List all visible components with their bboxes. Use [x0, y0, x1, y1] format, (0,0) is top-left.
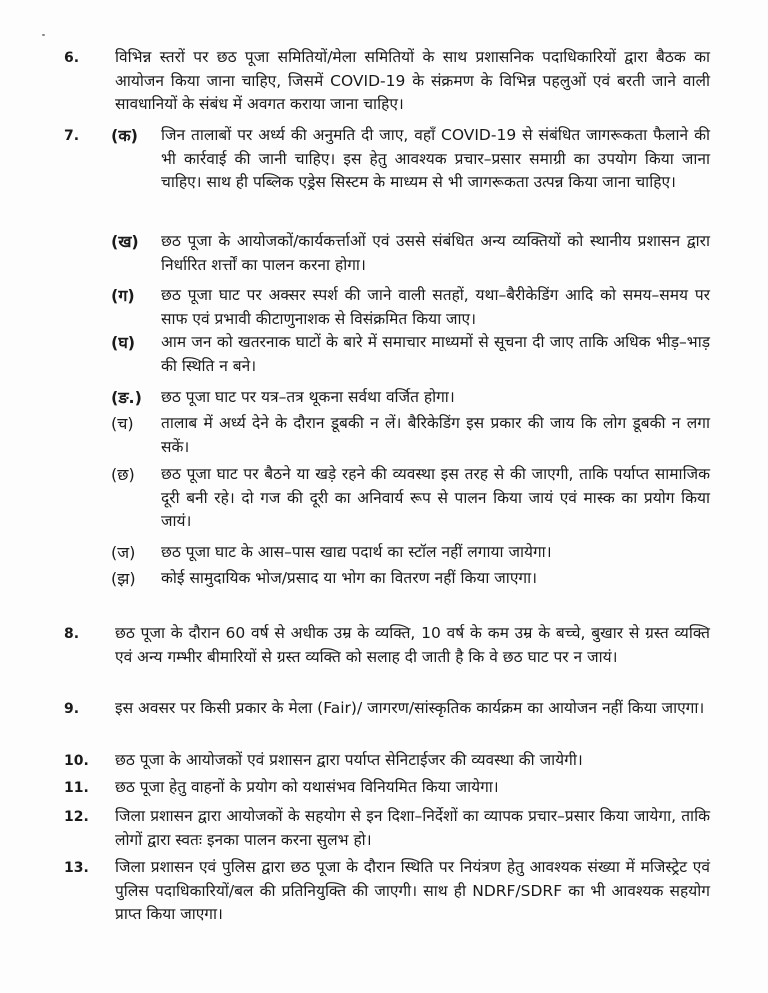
item-text: छठ पूजा के आयोजकों एवं प्रशासन द्वारा पर्याप्त सेनिटाईजर की व्यवस्था की जायेगी। — [115, 751, 583, 769]
sub-item-text: तालाब में अर्ध्य देने के दौरान डूबकी न लें। बैरिकेडिंग इस प्रकार की जाय कि लोग डूबकी न लगा सकें। — [161, 414, 710, 456]
item-number: 12. — [64, 809, 89, 825]
item-text: छठ पूजा हेतु वाहनों के प्रयोग को यथासंभव विनियमित किया जायेगा। — [115, 778, 499, 796]
item-number: 8. — [64, 626, 80, 642]
item-number: 13. — [64, 860, 89, 876]
sub-item-label: (ङ.) — [111, 388, 142, 407]
scan-speck — [42, 34, 45, 36]
item-text: छठ पूजा के दौरान 60 वर्ष से अधीक उम्र के व्यक्ति, 10 वर्ष के कम उम्र के बच्चे, बुखार से ग्रस्त व्यक्ति एवं अन्य गम्भीर बीमारियों से ग्रस्त व्यक्ति को सलाह दी जाती है कि वे छठ घाट पर न जायं। — [115, 624, 710, 666]
item-text: इस अवसर पर किसी प्रकार के मेला (Fair)/ जागरण/सांस्कृतिक कार्यक्रम का आयोजन नहीं किया जाएगा। — [115, 699, 705, 717]
sub-item-label: (क) — [111, 126, 138, 145]
item-number: 7. — [64, 128, 80, 144]
sub-item-text: आम जन को खतरनाक घाटों के बारे में समाचार माध्यमों से सूचना दी जाए ताकि अधिक भीड़–भाड़ की स्थिति न बने। — [161, 333, 710, 375]
item-number: 9. — [64, 701, 80, 717]
item-text: विभिन्न स्तरों पर छठ पूजा समितियों/मेला समितियों के साथ प्रशासनिक पदाधिकारियों द्वारा बैठक का आयोजन किया जाना चाहिए, जिसमें COVID-19 के संक्रमण के विभिन्न पहलुओं एवं बरती जाने वाली सावधानियों के संबंध में अवगत कराया जाना चाहिए। — [115, 48, 710, 113]
sub-item-label: (घ) — [111, 333, 136, 352]
sub-item-text: छठ पूजा घाट पर अक्सर स्पर्श की जाने वाली सतहों, यथा–बैरीकेडिंग आदि को समय–समय पर साफ एवं प्रभावी कीटाणुनाशक से विसंक्रमित किया जाए। — [161, 286, 710, 328]
sub-item-text: कोई सामुदायिक भोज/प्रसाद या भोग का वितरण नहीं किया जाएगा। — [161, 569, 538, 587]
item-number: 6. — [64, 50, 80, 66]
sub-item-text: जिन तालाबों पर अर्ध्य की अनुमति दी जाए, वहाँ COVID-19 से संबंधित जागरूकता फैलाने की भी कार्रवाई की जानी चाहिए। इस हेतु आवश्यक प्रचार–प्रसार समाग्री का उपयोग किया जाना चाहिए। साथ ही पब्लिक एड्रेस सिस्टम के माध्यम से भी जागरूकता उत्पन्न किया जाना चाहिए। — [161, 126, 710, 191]
sub-item-text: छठ पूजा के आयोजकों/कार्यकर्त्ताओं एवं उससे संबंधित अन्य व्यक्तियों को स्थानीय प्रशासन द्वारा निर्धारित शर्त्तों का पालन करना होगा। — [161, 232, 710, 274]
sub-item-label: (ख) — [111, 232, 139, 251]
sub-item-label: (ज) — [111, 543, 136, 562]
sub-item-label: (झ) — [111, 569, 136, 588]
sub-item-text: छठ पूजा घाट के आस–पास खाद्य पदार्थ का स्टॉल नहीं लगाया जायेगा। — [161, 543, 552, 561]
sub-item-label: (च) — [111, 414, 134, 433]
item-number: 11. — [64, 780, 89, 796]
sub-item-label: (छ) — [111, 465, 135, 484]
sub-item-label: (ग) — [111, 286, 135, 305]
item-text: जिला प्रशासन एवं पुलिस द्वारा छठ पूजा के दौरान स्थिति पर नियंत्रण हेतु आवश्यक संख्या में मजिस्ट्रेट एवं पुलिस पदाधिकारियों/बल की प्रतिनियुक्ति की जाएगी। साथ ही NDRF/SDRF का भी आवश्यक सहयोग प्राप्त किया जाएगा। — [115, 858, 710, 923]
item-text: जिला प्रशासन द्वारा आयोजकों के सहयोग से इन दिशा–निर्देशों का व्यापक प्रचार–प्रसार किया जायेगा, ताकि लोगों द्वारा स्वतः इनका पालन करना सुलभ हो। — [115, 807, 710, 849]
sub-item-text: छठ पूजा घाट पर बैठने या खड़े रहने की व्यवस्था इस तरह से की जाएगी, ताकि पर्याप्त सामाजिक दूरी बनी रहे। दो गज की दूरी का अनिवार्य रूप से पालन किया जायं एवं मास्क का प्रयोग किया जायं। — [161, 465, 710, 530]
item-number: 10. — [64, 753, 89, 769]
sub-item-text: छठ पूजा घाट पर यत्र–तत्र थूकना सर्वथा वर्जित होगा। — [161, 388, 455, 406]
